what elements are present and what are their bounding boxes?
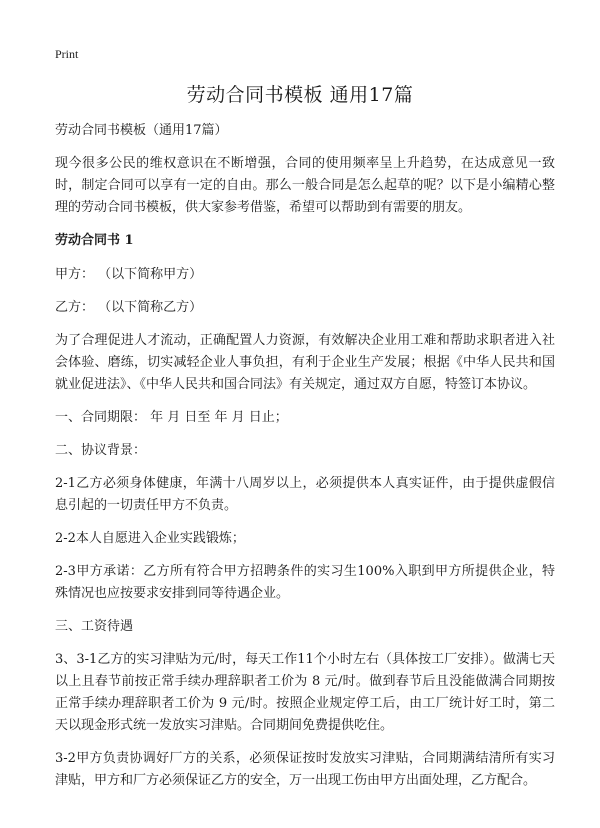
document-body — [55, 120, 555, 803]
clause-2-3: 2-3甲方承诺：乙方所有符合甲方招聘条件的实习生100%入职到甲方所提供企业，特殊情况也应按要求安排到同等待遇企业。 — [55, 564, 555, 601]
intro-paragraph: 现今很多公民的维权意识在不断增强，合同的使用频率呈上升趋势，在达成意见一致时，制定合同可以享有一定的自由。那么一般合同是怎么起草的呢？以下是小编精心整理的劳动合同书模板，供大家参考借鉴，希望可以帮助到有需要的朋友。 — [55, 156, 555, 215]
print-link[interactable]: Print — [55, 47, 79, 61]
clause-2-1: 2-1乙方必须身体健康，年满十八周岁以上，必须提供本人真实证件，由于提供虚假信息引起的一切责任甲方不负责。 — [55, 476, 555, 513]
party-b-line: 乙方： （以下简称乙方） — [55, 300, 203, 315]
party-a-line: 甲方： （以下简称甲方） — [55, 267, 203, 282]
clause-wages: 三、工资待遇 — [55, 619, 134, 634]
purpose-paragraph: 为了合理促进人才流动，正确配置人力资源，有效解决企业用工难和帮助求职者进入社会体验、磨练，切实减轻企业人事负担，有利于企业生产发展；根据《中华人民共和国就业促进法》、《中华人民共和国合同法》有关规定，通过双方自愿，特签订本协议。 — [55, 333, 555, 392]
page-title: 劳动合同书模板 通用17篇 — [186, 84, 414, 106]
clause-term: 一、合同期限： 年 月 日至 年 月 日止； — [55, 410, 288, 425]
clause-3-2: 3-2甲方负责协调好厂方的关系，必须保证按时发放实习津贴，合同期满结清所有实习津贴，甲方和厂方必须保证乙方的安全，万一出现工伤由甲方出面处理，乙方配合。 — [55, 751, 555, 788]
clause-background: 二、协议背景： — [55, 443, 147, 458]
section-heading: 劳动合同书 1 — [55, 233, 134, 248]
clause-2-2: 2-2本人自愿进入企业实践锻炼； — [55, 531, 245, 546]
clause-3-1: 3、3-1乙方的实习津贴为元/时，每天工作11个小时左右（具体按工厂安排）。做满七天以上且春节前按正常手续办理辞职者工价为 8 元/时。做到春节后且没能做满合同期按正常手续办理辞职者工价为 9 元/时。按照企业规定停工后，由工厂统计好工时，第二天以现金形式统一发放实习津贴。合同期间免费提供吃住。 — [55, 652, 555, 733]
subtitle-paragraph: 劳动合同书模板（通用17篇） — [55, 123, 228, 138]
